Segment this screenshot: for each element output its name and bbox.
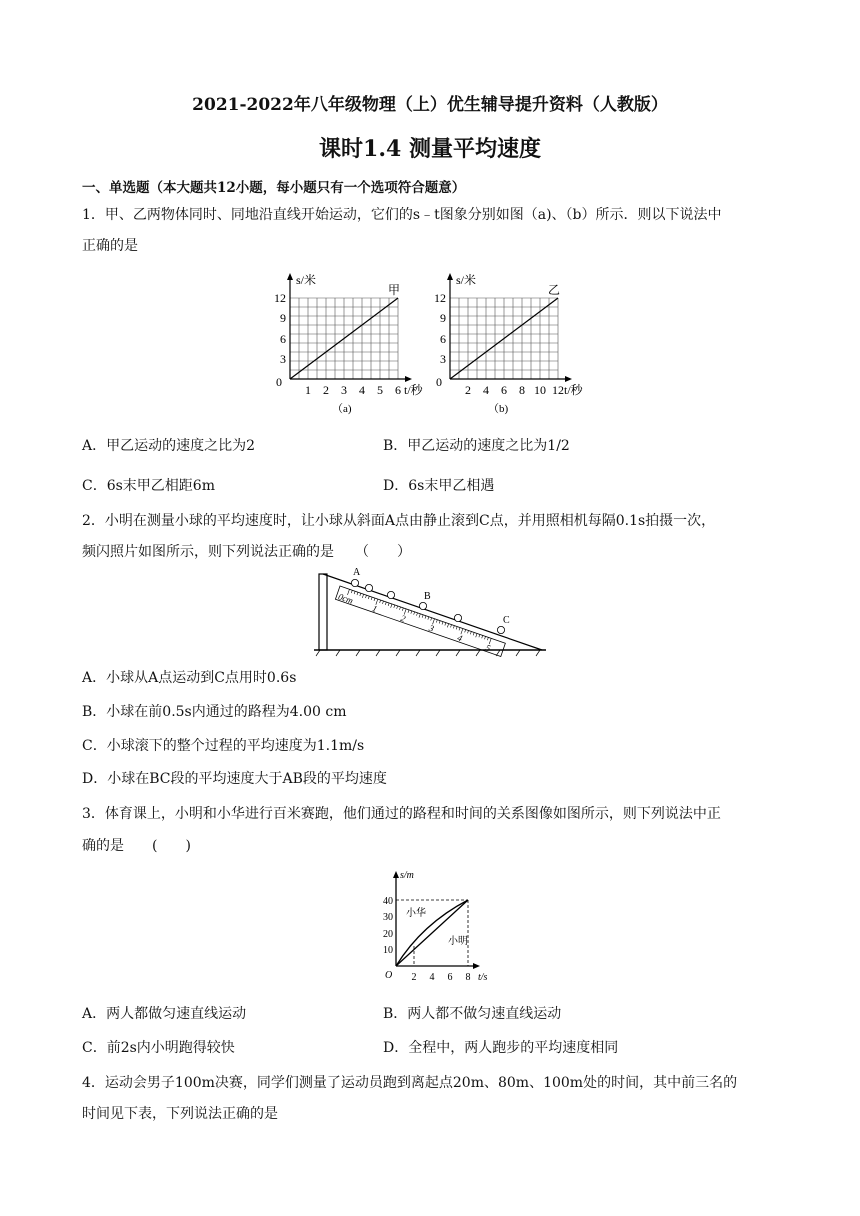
q1-graph-a-xtick: 6	[395, 383, 401, 397]
q2-ball	[365, 584, 372, 591]
q2-ball	[497, 626, 504, 633]
q2-ruler-label: 1	[370, 603, 379, 615]
section-heading: 一、单选题（本大题共12小题，每小题只有一个选项符合题意）	[82, 180, 466, 196]
q3-option-c: C．前2s内小明跑得较快	[82, 1040, 235, 1056]
q1-option-d: D．6s末甲乙相遇	[383, 478, 495, 494]
q1-graph-b-xlabel: t/秒	[564, 383, 583, 397]
q1-graph-a-ytick: 9	[280, 311, 286, 325]
q1-graph-a-xtick: 2	[323, 383, 329, 397]
q2-point-b-label: B	[424, 591, 431, 602]
q4-stem-line1: 4．运动会男子100m决赛，同学们测量了运动员跑到离起点20m、80m、100m处的时间，其中前三名的	[82, 1075, 738, 1091]
q3-series-xiaohua: 小华	[406, 908, 426, 919]
q3-series-xiaoming: 小明	[448, 936, 468, 947]
q1-graph-b-ytick: 12	[434, 291, 446, 305]
q1-graph-b-xtick: 4	[483, 383, 489, 397]
q4-stem-line2: 时间见下表，下列说法正确的是	[82, 1106, 278, 1122]
q2-point-c-label: C	[503, 615, 510, 626]
q2-ball	[419, 602, 426, 609]
q3-xtick: 4	[429, 972, 435, 983]
q1-graph-a-ytick: 12	[274, 291, 286, 305]
q2-option-c: C．小球滚下的整个过程的平均速度为1.1m/s	[82, 738, 365, 754]
q1-graph-a-ytick: 3	[280, 352, 286, 366]
q3-ytick: 10	[383, 945, 393, 956]
q1-graph-b-ylabel: s/米	[456, 273, 477, 287]
q2-option-a: A．小球从A点运动到C点用时0.6s	[82, 670, 297, 686]
q1-graph-b-xtick: 2	[465, 383, 471, 397]
q1-graph-b-xtick: 10	[534, 383, 546, 397]
q3-xtick: 8	[465, 972, 471, 983]
q1-option-c: C．6s末甲乙相距6m	[82, 478, 215, 494]
q2-point-a-label: A	[353, 567, 361, 578]
q3-ylabel: s/m	[400, 870, 414, 881]
q2-option-b: B．小球在前0.5s内通过的路程为4.00 cm	[82, 704, 347, 720]
document-title: 2021-2022年八年级物理（上）优生辅导提升资料（人教版）	[192, 95, 668, 115]
q3-option-d: D．全程中，两人跑步的平均速度相同	[383, 1040, 619, 1056]
q1-graph-a	[274, 272, 424, 415]
q2-ruler	[335, 586, 505, 656]
q1-graph-b-caption: （b)	[488, 403, 509, 415]
q1-graph-a-xtick: 3	[341, 383, 347, 397]
q3-ytick: 30	[383, 912, 393, 923]
q1-graph-b	[434, 272, 584, 415]
q2-ball	[387, 591, 394, 598]
q2-option-d: D．小球在BC段的平均速度大于AB段的平均速度	[82, 771, 387, 787]
q2-ruler-label: 0cm	[336, 591, 355, 606]
q1-graph-b-xtick: 6	[501, 383, 507, 397]
q3-xtick: 6	[447, 972, 453, 983]
q3-option-b: B．两人都不做匀速直线运动	[383, 1006, 562, 1022]
q1-graph-b-ytick: 3	[440, 352, 446, 366]
q2-ruler-label: 5	[484, 642, 492, 654]
q3-xlabel: t/s	[478, 972, 488, 983]
q1-graph-a-xlabel: t/秒	[404, 383, 423, 397]
q2-ruler-label: 3	[427, 622, 436, 634]
q1-graph-a-xtick: 4	[359, 383, 365, 397]
q1-option-b: B．甲乙运动的速度之比为1/2	[383, 438, 570, 454]
q3-ytick: 40	[383, 896, 393, 907]
q1-graph-a-origin: 0	[276, 375, 282, 389]
q3-figure	[368, 868, 488, 986]
q1-graph-a-xtick: 5	[377, 383, 383, 397]
q1-graph-a-ytick: 6	[280, 332, 286, 346]
q1-figure	[268, 268, 598, 418]
q1-graph-b-ytick: 9	[440, 311, 446, 325]
q1-graph-b-series: 乙	[548, 283, 561, 297]
q1-graph-b-xtick: 12	[552, 383, 564, 397]
q1-stem-line1: 1．甲、乙两物体同时、同地沿直线开始运动，它们的s﹣t图象分别如图（a)、（b）所示．则以下说法中	[82, 207, 722, 223]
q3-option-a: A．两人都做匀速直线运动	[82, 1006, 247, 1022]
q1-graph-a-ylabel: s/米	[296, 273, 317, 287]
q1-option-a: A．甲乙运动的速度之比为2	[82, 438, 256, 454]
q2-stem-line1: 2．小明在测量小球的平均速度时，让小球从斜面A点由静止滚到C点，并用照相机每隔0.1s拍摄一次，	[82, 513, 716, 529]
q2-stem-line2: 频闪照片如图所示，则下列说法正确的是 （ ）	[82, 544, 411, 560]
q2-ball	[454, 614, 461, 621]
q2-post	[319, 574, 327, 650]
q3-xtick: 2	[411, 972, 417, 983]
q1-graph-b-ytick: 6	[440, 332, 446, 346]
q1-graph-a-series: 甲	[388, 283, 401, 297]
q1-graph-b-origin: 0	[436, 375, 442, 389]
q1-graph-a-caption: （a)	[332, 403, 352, 415]
q1-graph-a-xtick: 1	[305, 383, 311, 397]
lesson-title: 课时1.4 测量平均速度	[319, 136, 541, 162]
q3-origin: O	[385, 970, 393, 981]
q1-graph-b-xtick: 8	[519, 383, 525, 397]
q3-stem-line1: 3．体育课上，小明和小华进行百米赛跑，他们通过的路程和时间的关系图像如图所示，则下列说法中正	[82, 806, 721, 822]
q3-stem-line2: 确的是 ( )	[82, 838, 191, 854]
q1-stem-line2: 正确的是	[82, 238, 138, 254]
q2-figure	[310, 566, 550, 660]
q2-ruler-label: 2	[399, 612, 407, 624]
q2-ball	[351, 579, 358, 586]
q2-ruler-label: 4	[456, 632, 464, 644]
q3-ytick: 20	[383, 929, 393, 940]
